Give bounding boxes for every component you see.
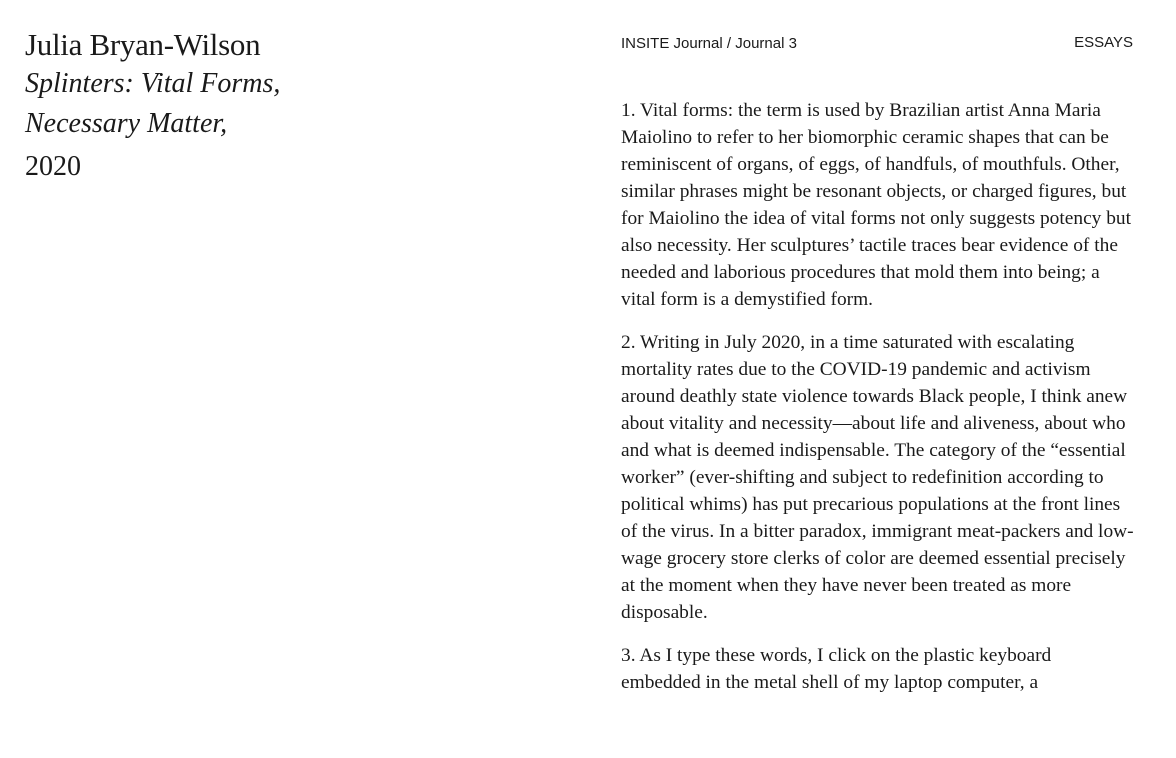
essays-section-link[interactable]: ESSAYS xyxy=(1074,34,1133,51)
article-header xyxy=(25,26,445,190)
article-title xyxy=(25,64,325,144)
essay-body xyxy=(621,97,1135,712)
author-name: Julia Bryan-Wilson xyxy=(25,27,261,62)
breadcrumb-separator: / xyxy=(722,35,736,52)
breadcrumb-journal-link[interactable]: INSITE Journal xyxy=(621,35,723,52)
article-title-line-2: Necessary Matter, xyxy=(25,108,228,139)
article-title-line-1: Splinters: Vital Forms, xyxy=(25,68,281,99)
essay-paragraph-1: 1. Vital forms: the term is used by Brazilian artist Anna Maria Maiolino to refer to her biomorphic ceramic shapes that can be reminiscent of organs, of eggs, of handfuls, of mouthfuls. Other, similar phrases might be resonant objects, or charged figures, but for Maiolino the idea of vital forms not only suggests potency but also necessity. Her sculptures’ tactile traces bear evidence of the needed and laborious procedures that mold them into being; a vital form is a demystified form. xyxy=(621,100,1131,310)
publication-year: 2020 xyxy=(25,151,81,182)
breadcrumb-issue-link[interactable]: Journal 3 xyxy=(735,35,797,52)
essay-paragraph-2: 2. Writing in July 2020, in a time saturated with escalating mortality rates due to the COVID-19 pandemic and activism around deathly state violence towards Black people, I think anew about vitality and necessity—about life and aliveness, about who and what is deemed indispensable. The category of the “essential worker” (ever-shifting and subject to redefinition according to political whims) has put precarious populations at the front lines of the virus. In a bitter paradox, immigrant meat-packers and low-wage grocery store clerks of color are deemed essential precisely at the moment when they have never been treated as more disposable. xyxy=(621,332,1134,623)
essay-paragraph-3: 3. As I type these words, I click on the plastic keyboard embedded in the metal shell of my laptop computer, a xyxy=(621,645,1052,693)
top-navigation xyxy=(621,34,1133,54)
breadcrumb xyxy=(621,35,797,52)
